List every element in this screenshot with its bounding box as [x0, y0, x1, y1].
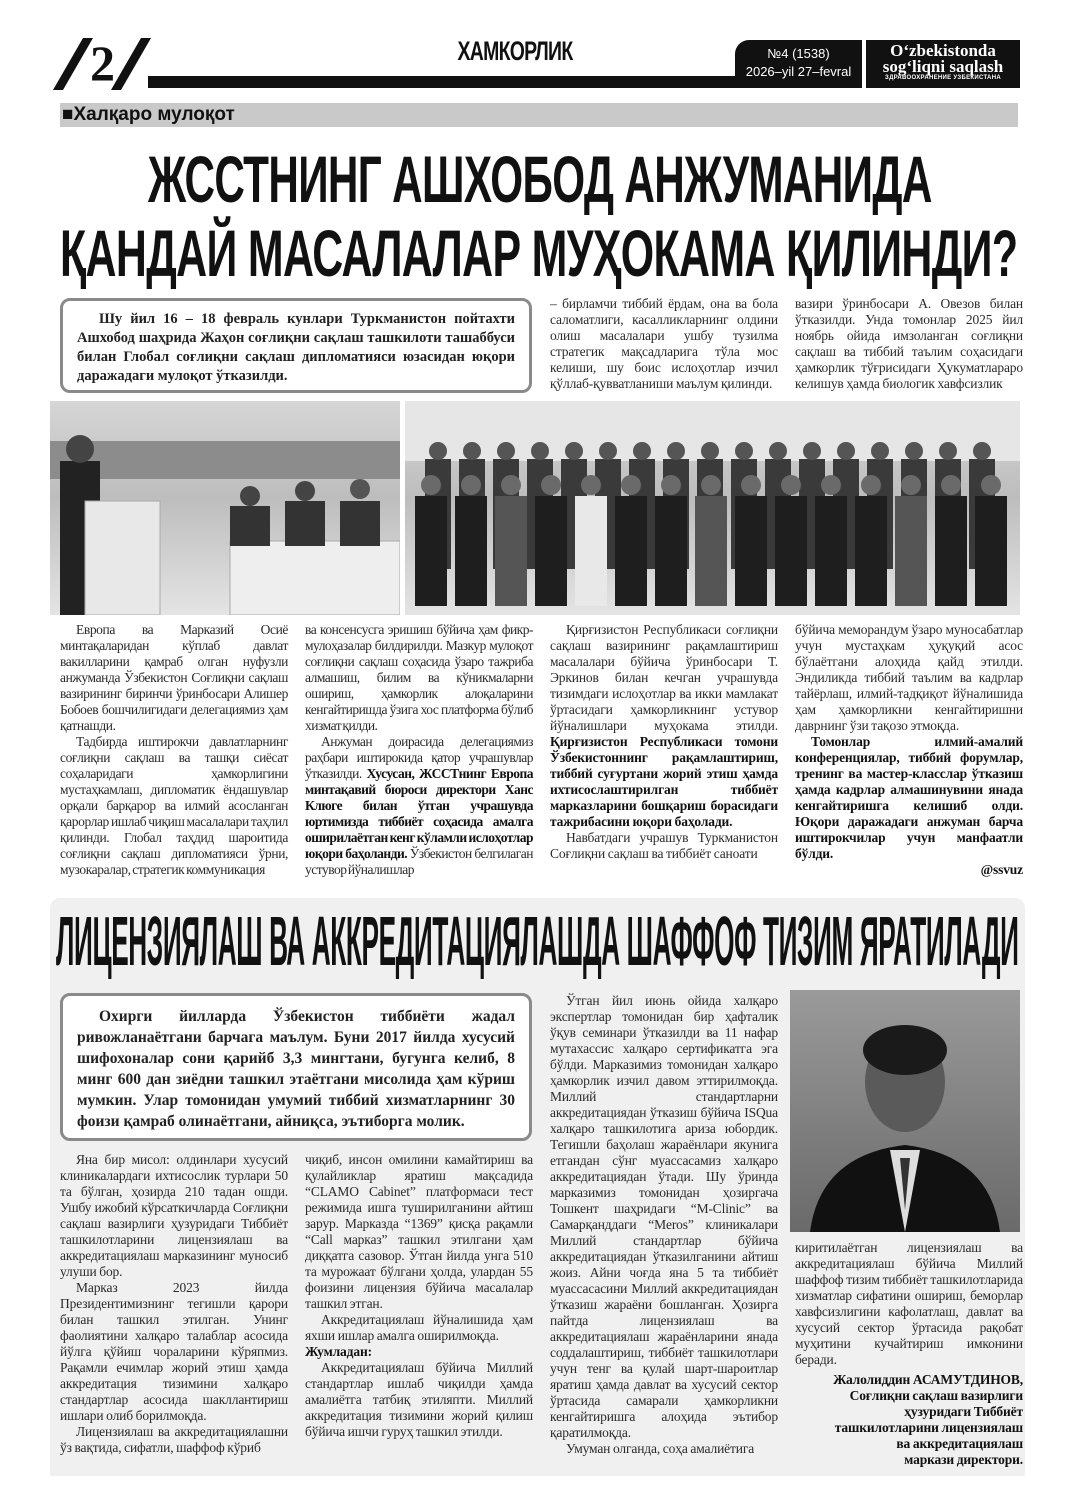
person-figure — [701, 475, 721, 495]
bold-text: Хусусан, ЖССТнинг Европа минтақавий бюроси директори Ханс Клюге билан ўтган учрашувда юртимизда тиббиёт соҳасида амалга оширилаётган кенг кўламли ислоҳотлар юқори баҳоланди. — [305, 766, 533, 861]
text-run: вазири ўринбосари А. Овезов билан ўтказилди. Унда томонлар 2025 йил ноябрь ойида имзоланган соғлиқни сақлаш ва тиббий таълим соҳасидаги ҳамкорлик тўғрисидаги Ҳукуматлараро келишув ҳамда биологик хавфсизлик — [795, 296, 1023, 391]
person-figure — [975, 496, 1007, 606]
issue-number: №4 (1538) — [767, 46, 830, 61]
paragraph — [795, 734, 1023, 862]
paragraph — [60, 1424, 288, 1456]
person-figure — [741, 475, 761, 495]
paragraph — [550, 830, 778, 862]
bold-text: Қирғизистон Республикаси томони Ўзбекистоннинг рақамлаштириш, тиббий суғуртани жорий этиш ҳамда ихтисослаштирилган тиббиёт марказларини бошқариш борасидаги тажрибасини юқори баҳолади. — [550, 734, 778, 829]
person-figure — [735, 496, 767, 606]
paragraph — [795, 296, 1023, 392]
person-figure — [939, 442, 957, 460]
page-number-block — [62, 35, 154, 91]
text-column — [305, 622, 533, 878]
text-run: чиқиб, инсон омилини камайтириш ва қулайликлар яратиш мақсадида “CLAMO Cabinet” платформаси тест режимида ишга туширилганини айтиш зарур. Марказда “1369” қисқа рақамли “Call марказ” ташкил этилгани ҳам диққатга сазовор. Ўтган йилда унга 510 та мурожаат бўлгани ҳолда, улардан 55 фоизини лицензия бўйича масалалар ташкил этган. — [305, 1152, 533, 1311]
paragraph — [550, 296, 778, 392]
person-figure — [837, 442, 855, 460]
person-figure — [535, 496, 567, 606]
paragraph — [550, 1441, 778, 1457]
text-run: Анжуман доирасида делегациямиз раҳбари иштирокида қатор учрашувлар ўтказилди. — [305, 734, 533, 781]
text-run: Европа ва Марказий Осиё минтақаларидан кўплаб давлат вакилларини қамраб олган нуфузли анжуманда Ўзбекистон Соғлиқни сақлаш вазирининг биринчи ўринбосари Алишер Бобоев бошчилигидаги делегациямиз ҳам қатнашди. — [60, 622, 288, 733]
source-handle: @ssvuz — [980, 862, 1023, 877]
paragraph — [60, 1280, 288, 1424]
person-figure — [633, 442, 651, 460]
person-figure — [497, 442, 515, 460]
text-column — [795, 1240, 1023, 1468]
text-run: Ўтган йил июнь ойида халқаро экспертлар томонидан бир ҳафталик ўқув семинари ўтказилди ва 11 нафар мутахассис халқаро сертификатга эга бўлди. Марказимиз томонидан халқаро ҳамкорлик изчил давом эттирилмоқда. Миллий стандартларни аккредитациядан ўтказиш бўйича ISQua халқаро ташкилотига ариза юбордик. Тегишли баҳолаш жараёнлари якунига етгандан сўнг муассасамиз халқаро аккредитациядан ўтади. Шу ўринда марказимиз томонидан ҳозиргача Тошкент шаҳридаги “M-Clinic” ва Самарқанддаги “Meros” клиникалари Миллий стандартлар бўйича аккредитациядан ўтказилганини айтиш жоиз. Айни чоғда яна 5 та тиббиёт муассасасини Миллий аккредитациядан ўтказиш жараёни бошланган. Ҳозирга пайтда лицензиялаш ва аккредитациялаш жараёнларини янада соддалаштириш, тиббиёт ташкилотлари учун тенг ва қулай шарт-шароитлар яратиш ҳамда давлат ва хусусий сектор ўртасида самарали ҳамкорликни кенгайтиришга алоҳида эътибор қаратилмоқда. — [550, 993, 778, 1440]
person-figure — [803, 442, 821, 460]
text-run: Яна бир мисол: олдинлари хусусий клиникалардаги ихтисослик турлари 50 та бўлган, ҳозирда 210 тадан ошди. Ушбу ижобий кўрсаткичларда Соғлиқни сақлаш вазирлиги ҳузуридаги Тиббиёт ташкилотларини лицензиялаш ва аккредитациялаш марказининг муносиб улуши бор. — [60, 1152, 288, 1279]
paragraph — [305, 1312, 533, 1344]
headline-line-2: ҚАНДАЙ МАСАЛАЛАР МУҲОКАМА ҚИЛИНДИ? — [60, 216, 1018, 290]
text-column-body — [795, 622, 1023, 862]
person-figure — [981, 475, 1001, 495]
slash-decor — [53, 38, 93, 90]
person-figure — [815, 496, 847, 606]
paragraph — [550, 993, 778, 1441]
person-figure — [769, 442, 787, 460]
text-column — [305, 1152, 533, 1440]
paragraph — [795, 1240, 1023, 1368]
person-figure — [421, 475, 441, 495]
headline: ЛИЦЕНЗИЯЛАШ ВА АККРЕДИТАЦИЯЛАШДА ШАФФОФ ТИЗИМ ЯРАТИЛАДИ — [56, 902, 1019, 980]
person-figure — [941, 475, 961, 495]
person-figure — [905, 442, 923, 460]
person-figure — [415, 496, 447, 606]
text-run: Лицензиялаш ва аккредитациялашни ўз вақтида, сифатли, шаффоф кўриб — [60, 1424, 288, 1455]
bold-text: Томонлар илмий-амалий конференциялар, тиббий форумлар, тренинг ва мастер-класслар ўтказиш ҳамда кадрлар алмашинувини янада кенгайтиришга келишиб олди. Юқори даражадаги анжуман барча иштирокчилар учун манфаатли бўлди. — [795, 734, 1023, 861]
text-run: Умуман олганда, соҳа амалиётига — [566, 1441, 755, 1456]
person-figure — [667, 442, 685, 460]
person-figure — [935, 496, 967, 606]
paragraph — [550, 622, 778, 830]
logo-line: O‘zbekistonda — [890, 41, 996, 60]
person-figure — [461, 475, 481, 495]
person-figure — [701, 442, 719, 460]
logo-subtitle: ЗДРАВООХРАНЕНИЕ УЗБЕКИСТАНА — [885, 75, 1001, 81]
text-run: ва консенсусга эришиш бўйича ҳам фикр-мулоҳазалар билдирилди. Мазкур мулоқот соғлиқни сақлаш соҳасида ўзаро тажриба алмашиш, билим ва кўникмаларни ошириш, ҳамкорлик алоқаларини кенгайтиришда ўзига хос платформа бўлиб хизмат қилди. — [305, 622, 533, 733]
author-name: Жалолиддин АСАМУТДИНОВ, — [833, 1372, 1023, 1387]
person-figure — [895, 496, 927, 606]
text-column — [60, 1152, 288, 1456]
text-column — [60, 622, 288, 878]
person-figure — [735, 442, 753, 460]
author-portrait — [790, 990, 1020, 1232]
group-photo — [405, 401, 1020, 615]
person-figure — [531, 442, 549, 460]
person-figure — [429, 442, 447, 460]
text-column — [550, 622, 778, 862]
person-figure — [901, 475, 921, 495]
text-column — [795, 296, 1023, 392]
slash-decor — [111, 38, 151, 90]
person-figure — [615, 496, 647, 606]
text-run: Тадбирда иштирокчи давлатларнинг соғлиқни сақлаш ва ташқи сиёсат соҳаларидаги ҳамкорлигини мустаҳкамлаш, дипломатик ёндашувлар орқали барқарор ва илмий асосланган қарорлар ишлаб чиқиш масалалари таҳлил қилинди. Глобал таҳдид шароитида соғлиқни сақлаш дипломатияси ўрни, музокаралар, стратегик коммуникация — [60, 734, 288, 877]
paragraph — [305, 1152, 533, 1312]
paragraph — [305, 1344, 533, 1360]
headline-line-1: ЖССТНИНГ АШХОБОД АНЖУМАНИДА — [148, 142, 932, 216]
paragraph — [60, 1152, 288, 1280]
author-title: ва аккредитациялаш — [896, 1436, 1023, 1451]
text-run: бўйича меморандум ўзаро муносабатлар учун мустаҳкам ҳуқуқий асос бўлаётгани алоҳида қайд этилди. Эндиликда тиббий таълим ва кадрлар тайёрлаш, илмий-тадқиқот йўналишида ҳам ҳамкорликни кенгайтиришни даврнинг ўзи тақозо этмоқда. — [795, 622, 1023, 733]
lead-text: Шу йил 16 – 18 февраль кунлари Туркманистон пойтахти Ашхобод шаҳрида Жаҳон соғлиқни сақлаш ташкилоти ташаббуси билан Глобал соғлиқни сақлаш дипломатияси юзасидан юқори даражадаги мулоқот ўтказилди. — [77, 311, 515, 384]
text-run: киритилаётган лицензиялаш ва аккредитациялаш бўйича Миллий шаффоф тизим тиббиёт ташкилотларида хизматлар сифатини ошириш, беморлар хавфсизлигини кафолатлаш, давлат ва хусусий сектор ўртасида рақобат муҳитини кучайтириш имконини беради. — [795, 1240, 1023, 1367]
header-rule — [148, 76, 738, 88]
text-run: Марказ 2023 йилда Президентимизнинг тегишли қарори билан ташкил этилган. Унинг фаолиятини халқаро талаблар асосида йўлга қўйиш чораларини кўряпмиз. Рақамли ечимлар жорий этиш ҳамда аккредитация тизимини халқаро стандартлар асосида шакллантириш ишлари олиб борилмоқда. — [60, 1280, 288, 1423]
person-figure — [855, 496, 887, 606]
person-figure — [661, 475, 681, 495]
text-run: Навбатдаги учрашув Туркманистон Соғлиқни сақлаш ва тиббиёт саноати — [550, 830, 778, 861]
person-figure — [861, 475, 881, 495]
person-figure — [581, 475, 601, 495]
person-figure — [501, 475, 521, 495]
person-figure — [575, 496, 607, 606]
paragraph — [305, 734, 533, 878]
text-run: – бирламчи тиббий ёрдам, она ва бола саломатлиги, касалликларнинг олдини олиш масалалари ушбу тузилма стратегик мақсадларига тўла мос келиши, шу боис ислоҳотлар изчил қўллаб-қувватланиши маълум қилинди. — [550, 296, 778, 391]
text-column — [795, 622, 1023, 878]
speaker-photo-illustration — [50, 401, 400, 615]
paragraph — [60, 734, 288, 878]
text-column-body — [795, 1240, 1023, 1368]
person-figure — [463, 442, 481, 460]
person-figure — [565, 442, 583, 460]
author-portrait-illustration — [790, 990, 1020, 1232]
author-title: маркази директори. — [904, 1452, 1023, 1467]
author-title: Соғлиқни сақлаш вазирлиги — [849, 1388, 1023, 1403]
person-figure — [655, 496, 687, 606]
author-title: ҳузуридаги Тиббиёт — [904, 1404, 1023, 1419]
bold-text: Жумладан: — [305, 1344, 372, 1359]
newspaper-logo — [866, 40, 1020, 88]
paragraph — [60, 622, 288, 734]
rubric-title: ХАМКОРЛИК — [457, 36, 573, 66]
person-figure — [495, 496, 527, 606]
text-run: Аккредитациялаш йўналишида ҳам яхши ишлар амалга оширилмоқда. — [305, 1312, 533, 1343]
issue-info — [735, 40, 862, 88]
text-run: Аккредитациялаш бўйича Миллий стандартлар ишлаб чиқилди ҳамда амалиётга татбиқ этиляпти. Миллий аккредитация тизимини жорий қилиш бўйича ишчи гуруҳ ташкил этилди. — [305, 1360, 533, 1439]
paragraph — [305, 1360, 533, 1440]
person-figure — [775, 496, 807, 606]
person-figure — [455, 496, 487, 606]
person-figure — [973, 442, 991, 460]
paragraph — [305, 622, 533, 734]
text-column — [550, 993, 778, 1457]
person-figure — [871, 442, 889, 460]
person-figure — [781, 475, 801, 495]
paragraph — [795, 622, 1023, 734]
lead-text: Охирги йилларда Ўзбекистон тиббиёти жадал ривожланаётгани барчага маълум. Буни 2017 йилда хусусий шифохоналар сони қарийб 3,3 мингтани, бугунга келиб, 8 минг 600 дан зиёдни ташкил этаётгани мисолида ҳам кўриш мумкин. Улар томонидан умумий тиббий хизматларнинг 30 фоизи қамраб олинаётгани, айниқса, эътиборга молик. — [77, 1008, 515, 1130]
person-figure — [541, 475, 561, 495]
text-column — [550, 296, 778, 392]
group-photo-illustration — [405, 401, 1020, 615]
person-figure — [821, 475, 841, 495]
text-run: Ўзбекистон белгилаган устувор йўналишлар — [305, 846, 533, 877]
speaker-photo — [50, 401, 400, 615]
section-label: ■Халқаро мулоқот — [60, 103, 1018, 127]
person-figure — [599, 442, 617, 460]
author-title: ташкилотларини лицензиялаш — [834, 1420, 1023, 1435]
person-figure — [695, 496, 727, 606]
issue-date: 2026–yil 27–fevral — [745, 64, 852, 79]
logo-line: sog‘liqni saqlash — [882, 57, 1004, 76]
lead-box — [60, 993, 532, 1141]
person-figure — [621, 475, 641, 495]
page-number: 2 — [90, 35, 115, 91]
text-run: Қирғизистон Республикаси соғлиқни сақлаш вазирининг рақамлаштириш масалалари бўйича ўринбосари Т. Эркинов билан кечган учрашувда тизимдаги ислоҳотлар ва икки мамлакат ўртасидаги ҳамкорликнинг устувор йўналишлари муҳокама этилди. — [550, 622, 778, 733]
lead-box — [60, 298, 532, 393]
